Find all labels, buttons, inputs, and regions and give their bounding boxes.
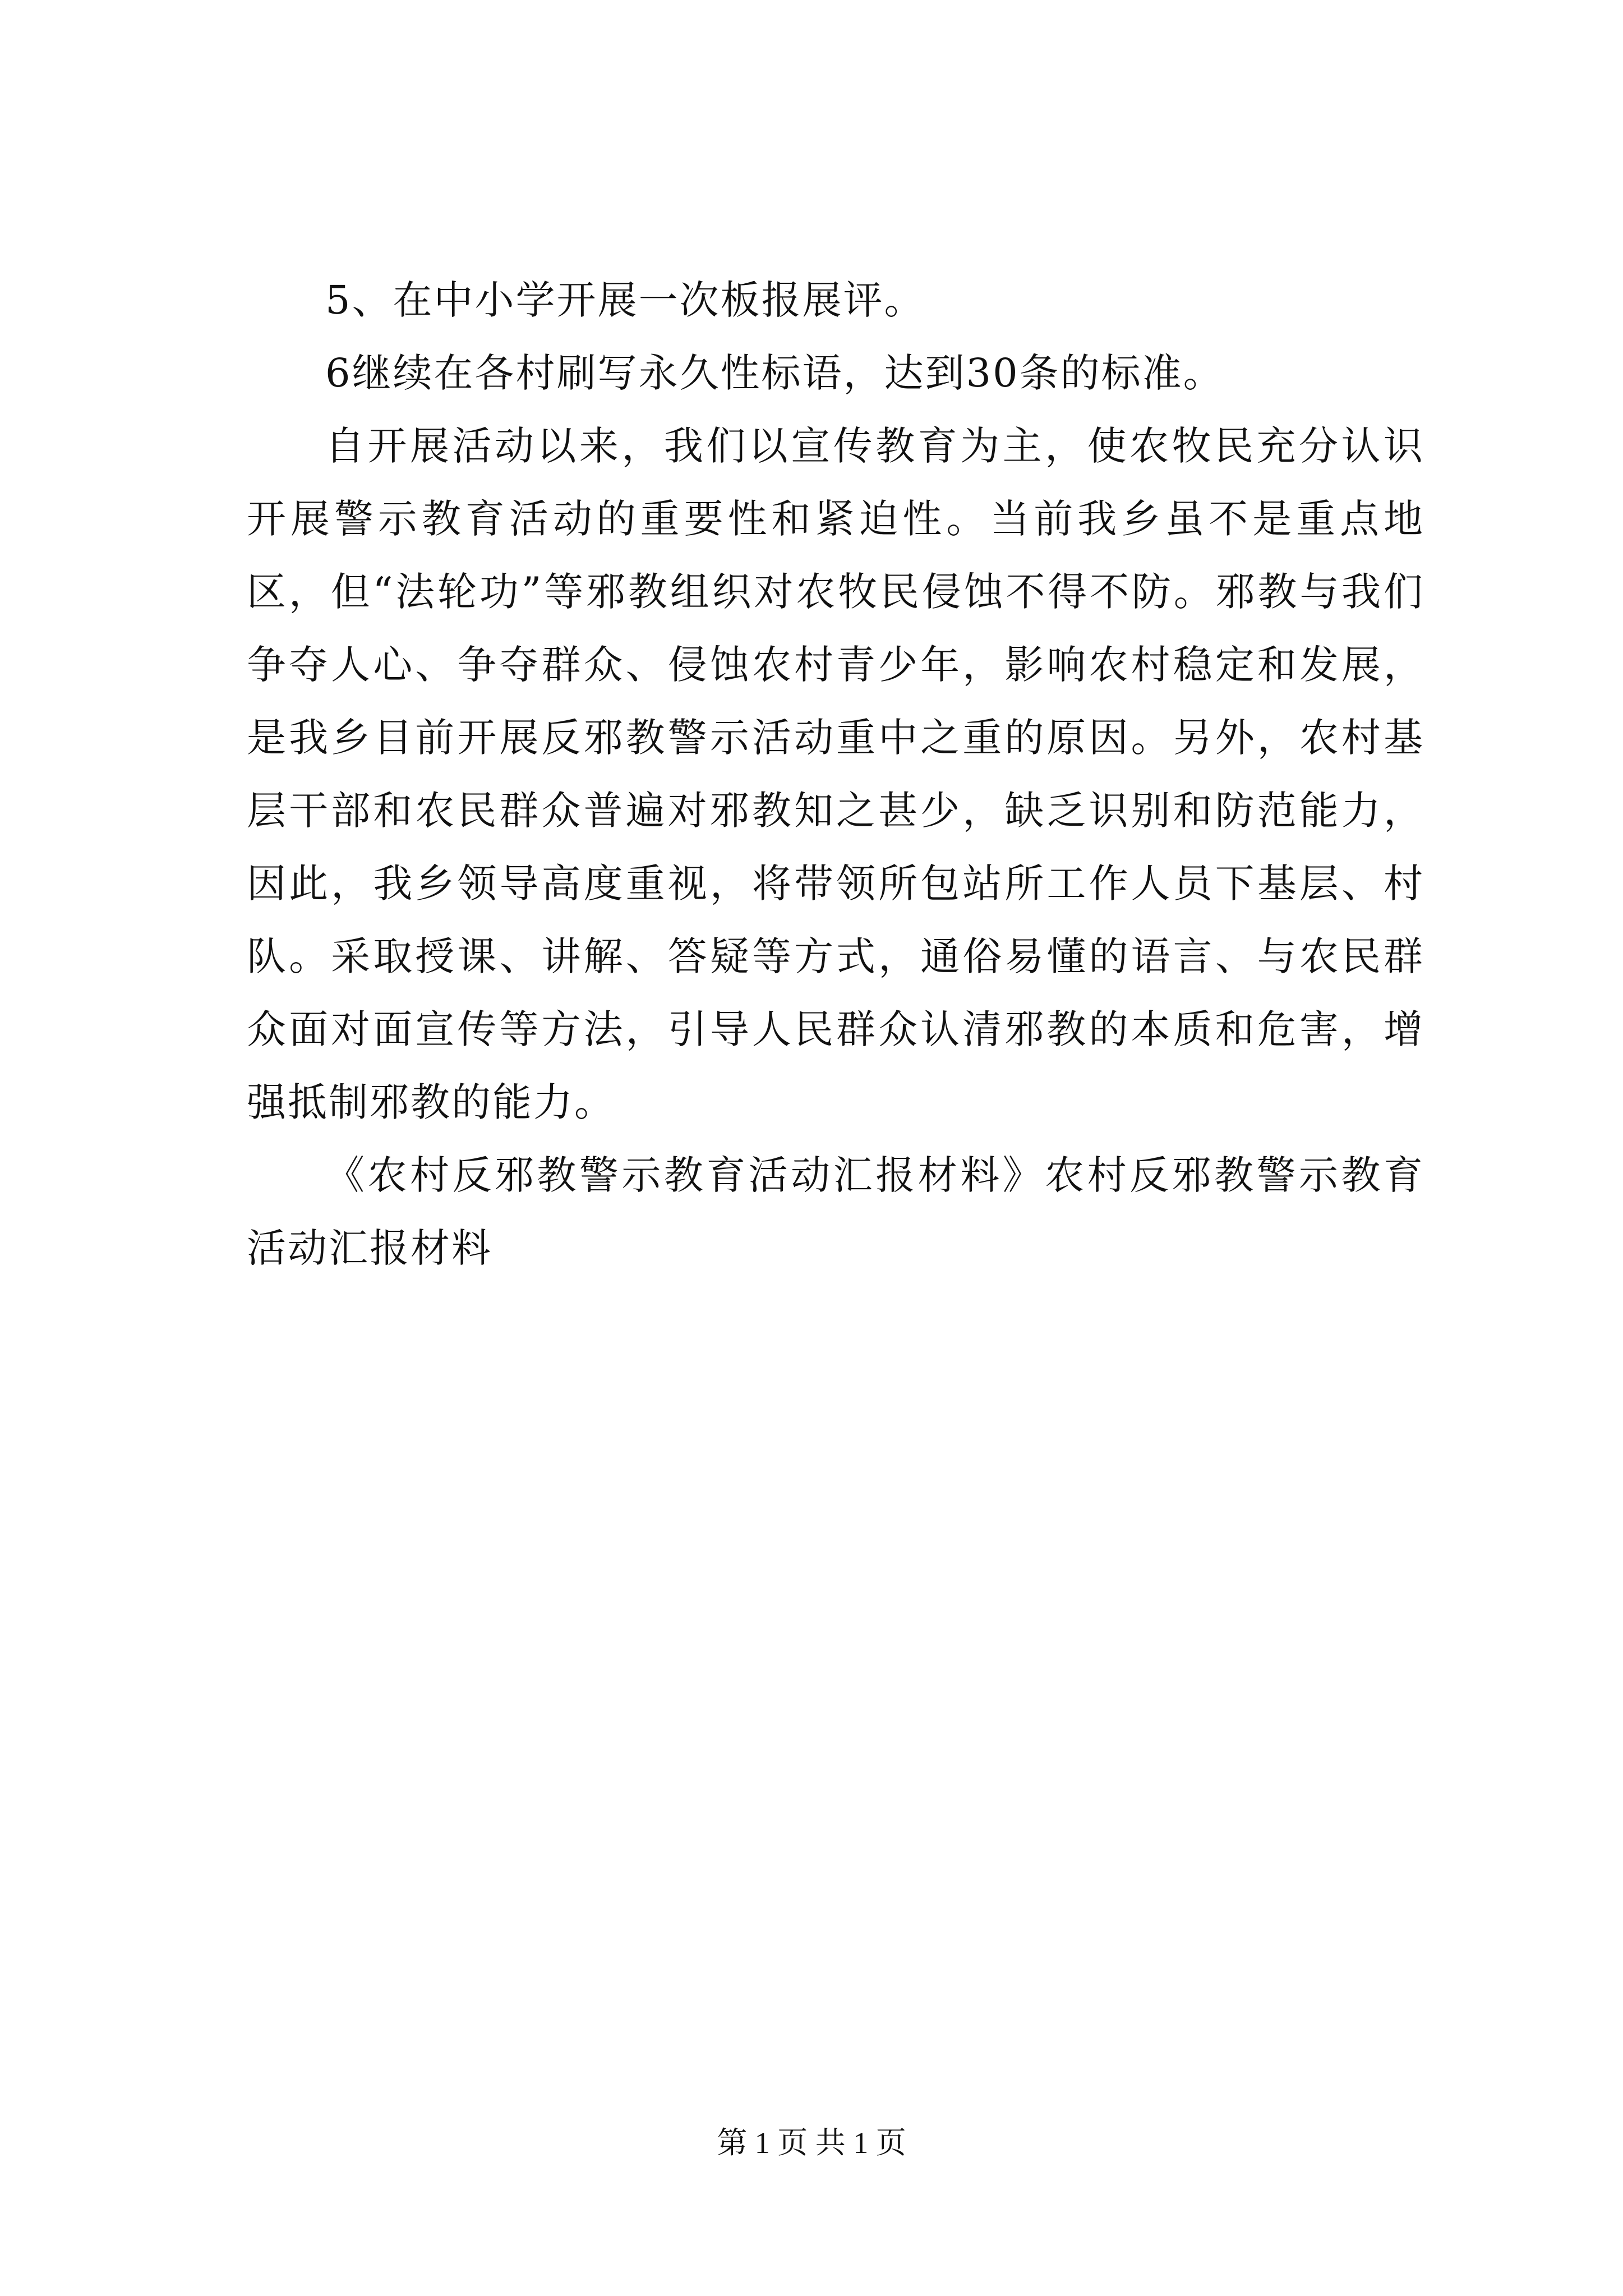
paragraph-item-5: 5、在中小学开展一次板报展评。	[325, 277, 925, 323]
document-body	[247, 264, 1424, 1285]
paragraph-summary: 自开展活动以来，我们以宣传教育为主，使农牧民充分认识开展警示教育活动的重要性和紧迫性。当前我乡虽不是重点地区，但“法轮功”等邪教组织对农牧民侵蚀不得不防。邪教与我们争夺人心、争夺群众、侵蚀农村青少年，影响农村稳定和发展，是我乡目前开展反邪教警示活动重中之重的原因。另外，农村基层干部和农民群众普遍对邪教知之甚少，缺乏识别和防范能力，因此，我乡领导高度重视，将带领所包站所工作人员下基层、村队。采取授课、讲解、答疑等方式，通俗易懂的语言、与农民群众面对面宣传等方法，引导人民群众认清邪教的本质和危害，增强抵制邪教的能力。	[247, 423, 1424, 1125]
page-number-footer: 第 1 页 共 1 页	[717, 2126, 906, 2160]
paragraph-title-reference: 《农村反邪教警示教育活动汇报材料》农村反邪教警示教育活动汇报材料	[247, 1152, 1424, 1271]
paragraph-item-6: 6继续在各村刷写永久性标语，达到30条的标准。	[325, 350, 1224, 396]
